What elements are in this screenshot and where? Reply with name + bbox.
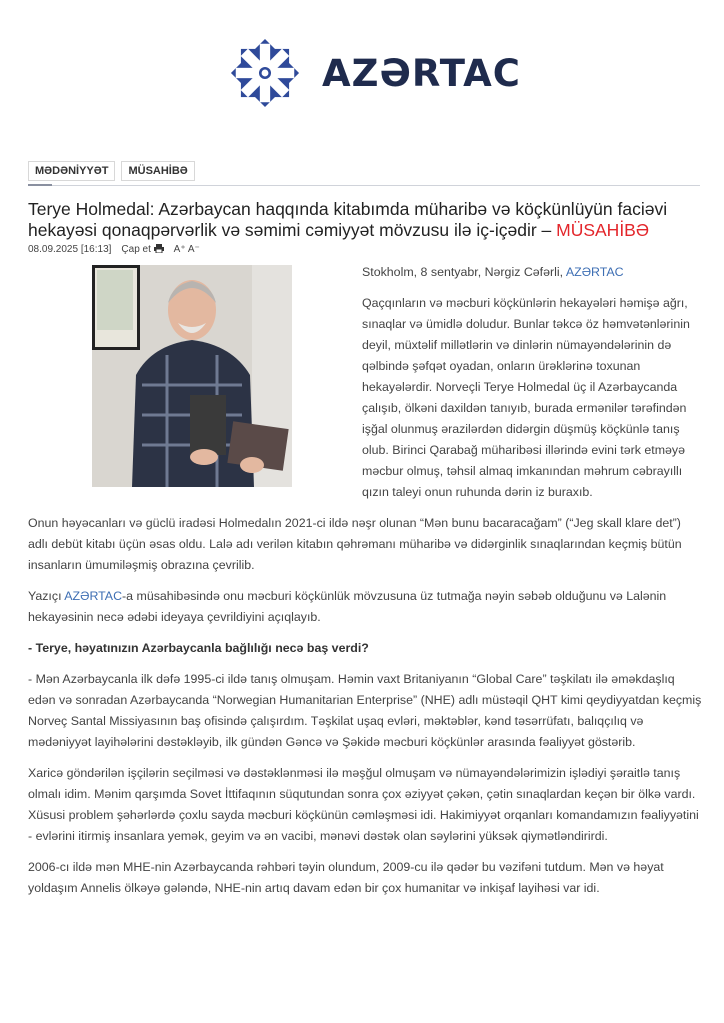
- dateline-text: Stokholm, 8 sentyabr, Nərgiz Cəfərli,: [362, 265, 566, 279]
- printer-icon: [154, 244, 164, 253]
- print-label: Çap et: [121, 244, 151, 255]
- print-button[interactable]: [121, 244, 163, 255]
- article-title: [28, 199, 708, 241]
- agency-link-2[interactable]: AZƏRTAC: [64, 589, 123, 603]
- font-increase-button[interactable]: A⁺: [173, 244, 186, 255]
- category-tags: [28, 161, 195, 181]
- article-photo[interactable]: [92, 265, 292, 487]
- paragraph-3: [28, 586, 704, 628]
- paragraph-2: Onun həyəcanları və güclü iradəsi Holmedalın 2021-ci ildə nəşr olunan “Mən bunu bacaracağam” (“Jeg skall klare det”) adlı debüt kitabı üçün əsas oldu. Lalə adı verilən kitabın qəhrəmanı müharibə və didərginlik sınaqlarından keçmiş bütün insanların ümumiləşmiş obrazına çevrilib.: [28, 516, 682, 572]
- divider-accent: [28, 184, 52, 186]
- answer-paragraph-2: Xaricə göndərilən işçilərin seçilməsi və dəstəklənməsi ilə məşğul olmuşam və nümayəndələrimizin işlədiyi şəraitlə tanış olmalı idim. Mənim qarşımda Sovet İttifaqının süqutundan sonra çox əziyyət çəkən, çətin sınaqlardan keçən bir ölkə vardı. Xüsusi problem şəhərlərdə çoxlu sayda məcburi köçkünün cəmləşməsi idi. Hakimiyyət orqanları komandamızın fəaliyyətini - evlərini itirmiş insanlara yemək, geyim və ən vacibi, mənəvi dəstək olan səylərini yüksək qiymətləndirirdi.: [28, 766, 699, 843]
- p3-rest: -a müsahibəsində onu məcburi köçkünlük mövzusuna üz tutmağa nəyin səbəb olduğunu və Lalənin hekayəsinin necə ədəbi ideyaya çevrildiyini açıqlayıb.: [28, 589, 667, 624]
- title-text: Terye Holmedal: Azərbaycan haqqında kitabımda müharibə və köçkünlüyün faciəvi hekayəsi qonaqpərvərlik və səmimi cəmiyyət mövzusu ilə iç-içədir –: [28, 199, 668, 240]
- answer-paragraph-3: 2006-cı ildə mən MHE-nin Azərbaycanda rəhbəri təyin olundum, 2009-cu ilə qədər bu vəzifəni tutdum. Mən və həyat yoldaşım Annelis ölkəyə gələndə, NHE-nin artıq davam edən bir çox humanitar və inkişaf layihəsi var idi.: [28, 860, 664, 895]
- paragraph-1: Qaçqınların və məcburi köçkünlərin hekayələri həmişə ağrı, sınaqlar və ümidlə doludur. Bunlar təkcə öz həmvətənlərinin deyil, müxtəlif millətlərin və dinlərin nümayəndələrinin də qəlbində şəfqət oyadan, onların ürəklərinə toxunan hekayələrdir. Norveçli Terye Holmedal üç il Azərbaycanda çalışıb, ölkəni daxildən tanıyıb, burada ermənilər tərəfindən işğal olunmuş ərazilərdən didərgin düşmüş köçkünlə tanış olub. Birinci Qarabağ müharibəsi illərində evini tərk etməyə məcbur olmuş, təhsil almaq imkanından məhrum cəbrayıllı qızın taleyi onun ruhunda dərin iz buraxıb.: [362, 296, 690, 499]
- logo-text: AZƏRTAC: [322, 51, 521, 95]
- divider: [28, 185, 700, 186]
- azertac-emblem-icon: [222, 30, 308, 116]
- title-suffix: MÜSAHİBƏ: [556, 220, 650, 240]
- publish-datetime: 08.09.2025 [16:13]: [28, 244, 112, 255]
- article-meta: [28, 244, 200, 255]
- azertac-logo[interactable]: [222, 30, 521, 116]
- tag-musahibe[interactable]: MÜSAHİBƏ: [121, 161, 194, 181]
- interview-question: - Terye, həyatınızın Azərbaycanla bağlılığı necə baş verdi?: [28, 641, 369, 655]
- answer-paragraph-1: - Mən Azərbaycanla ilk dəfə 1995-ci ildə tanış olmuşam. Həmin vaxt Britaniyanın “Global Care” təşkilatı ilə əməkdaşlıq edən və sonradan Azərbaycanda “Norwegian Humanitarian Enterprise” (NHE) adlı müstəqil QHT kimi qeydiyyatdan keçmiş Norveç Santal Missiyasının baş ofisində çalışırdım. Təşkilat uşaq evləri, məktəblər, kənd təsərrüfatı, balıqçılıq və mədəniyyət layihələrini dəstəkləyib, ilk gündən Gəncə və Şəkidə məcburi köçkünlər arasında fəaliyyət göstərib.: [28, 672, 702, 749]
- article-body: [28, 262, 704, 909]
- tag-medeniyyet[interactable]: MƏDƏNİYYƏT: [28, 161, 115, 181]
- agency-link[interactable]: AZƏRTAC: [565, 265, 624, 279]
- font-decrease-button[interactable]: A⁻: [187, 244, 200, 255]
- p3-prefix: Yazıçı: [28, 589, 65, 603]
